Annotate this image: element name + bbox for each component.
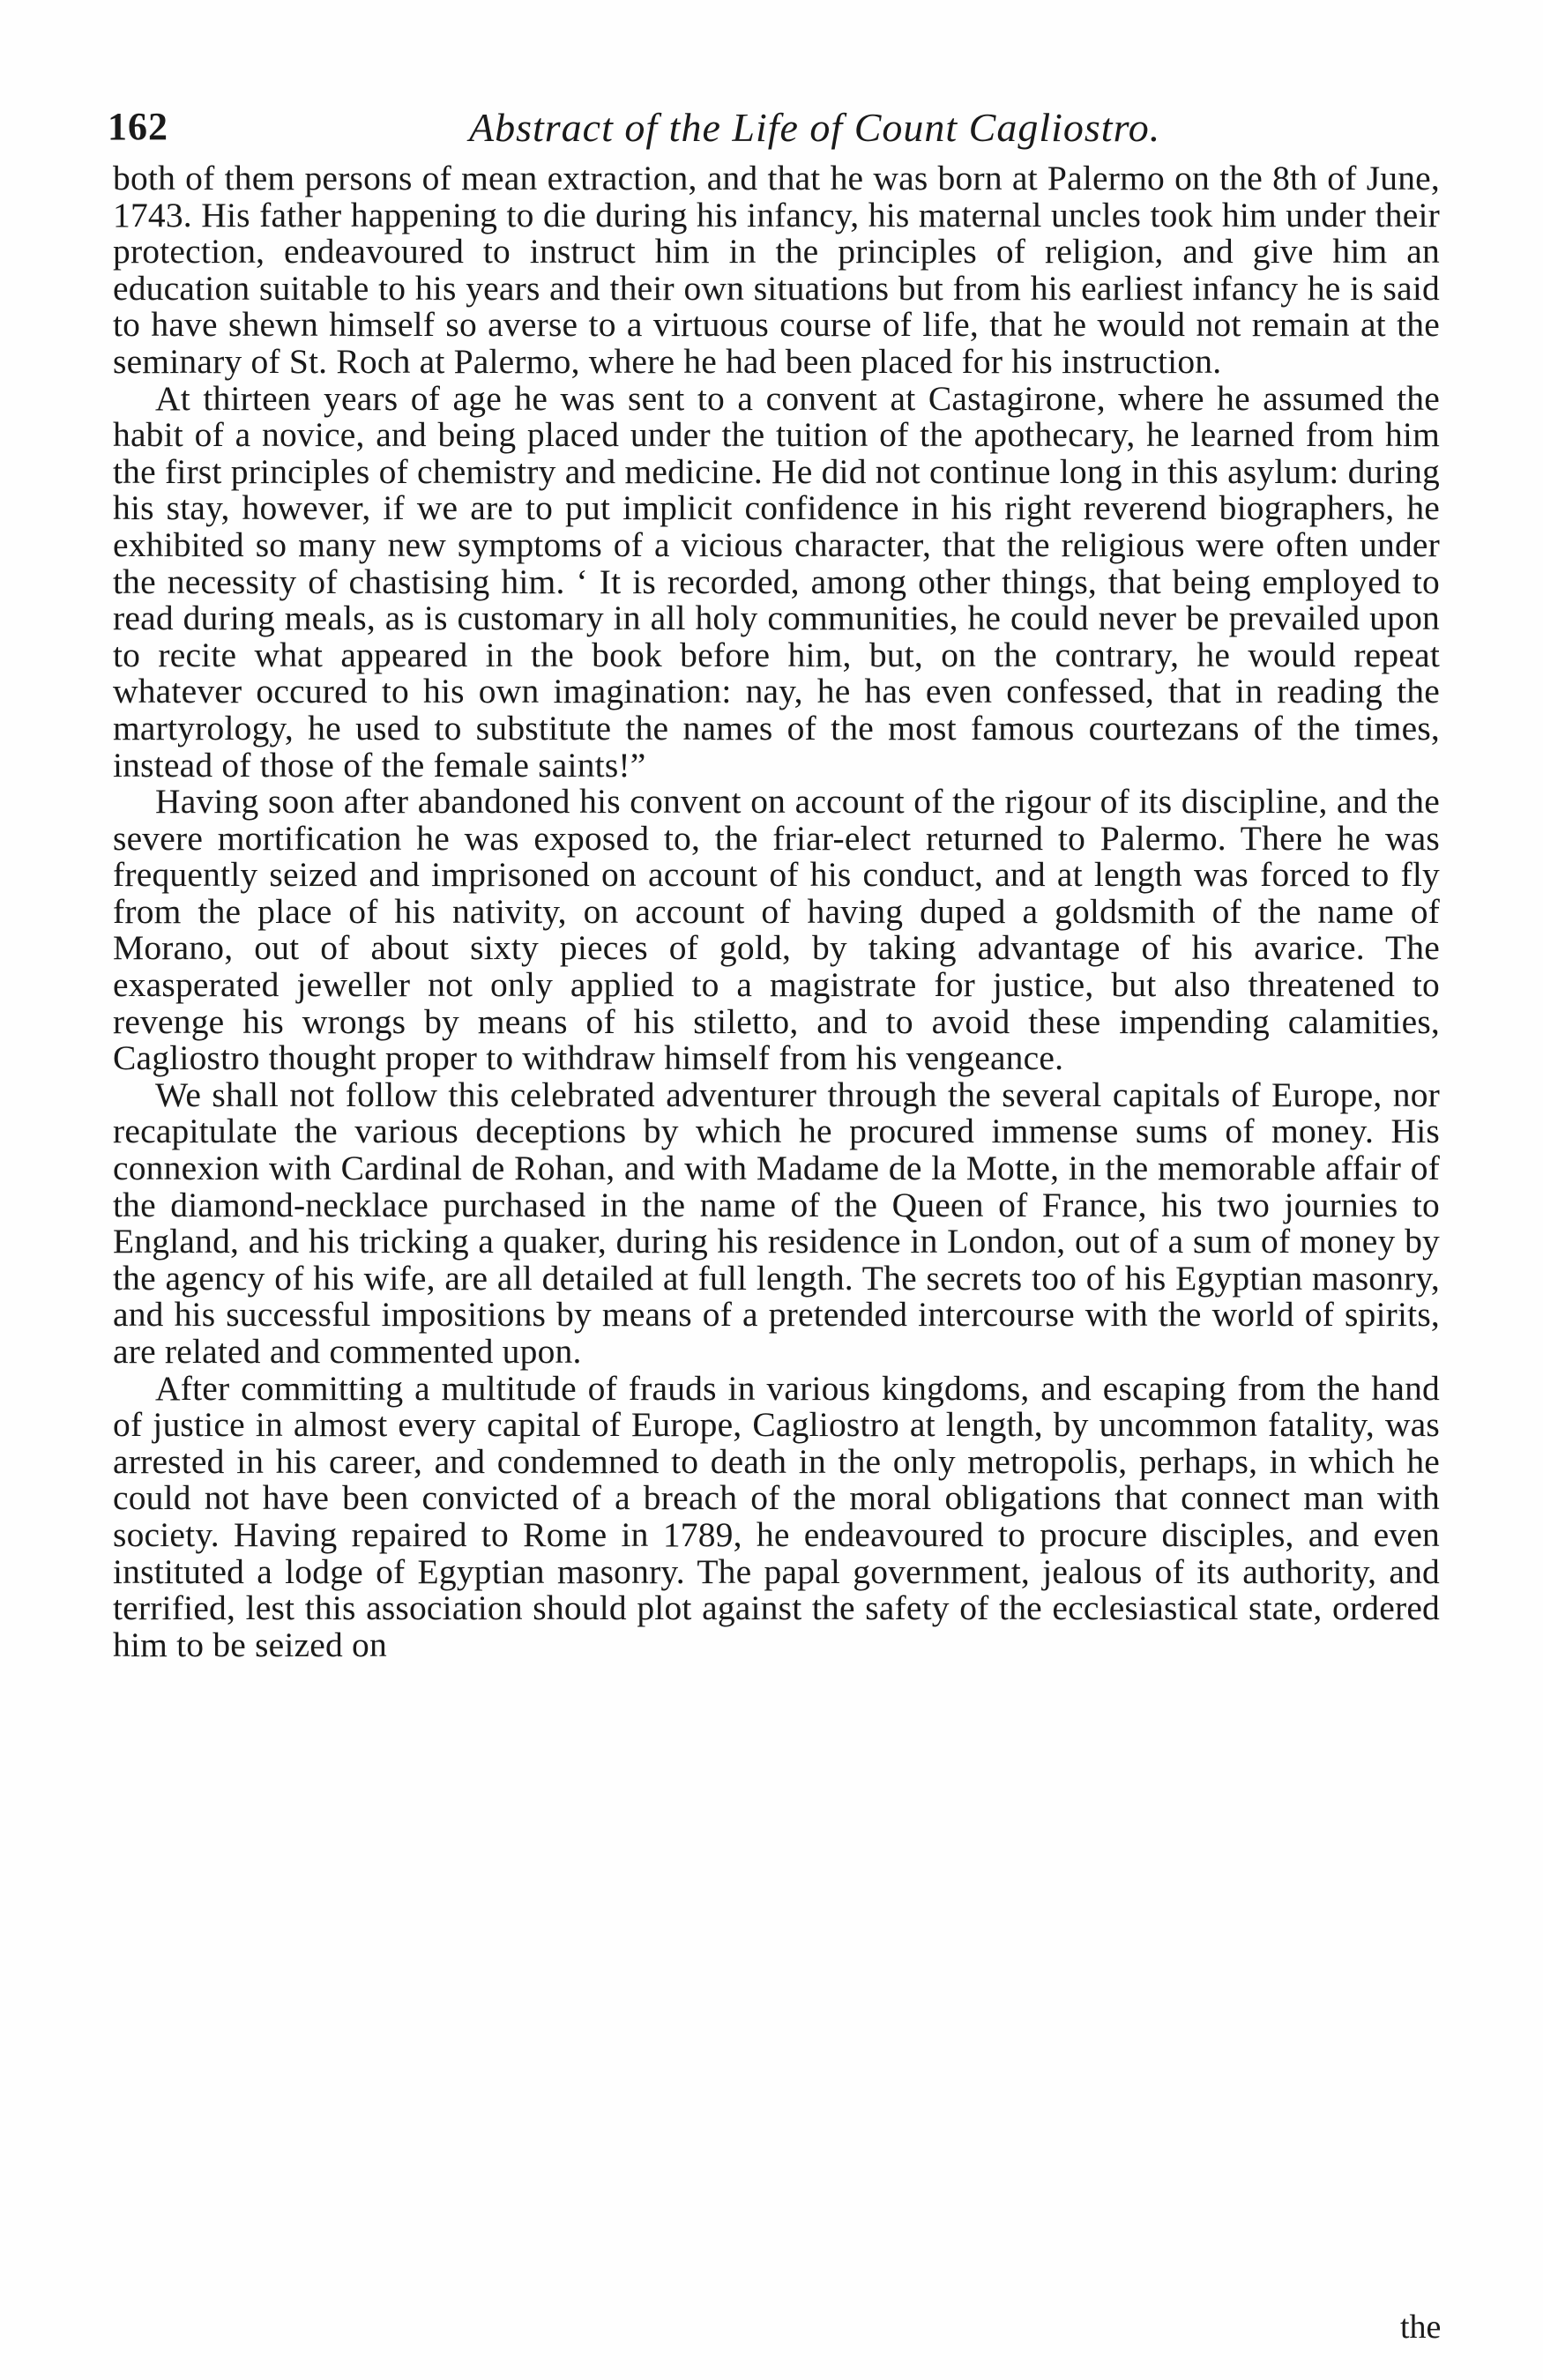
paragraph: both of them persons of mean extraction, and that he was born at Palermo on the 8th of June, 1743. His father happening to die during his infancy, his maternal uncles took him under their protection, endeavoured to instruct him in the principles of religion, and give him an education suitable to his years and their own situations but from his earliest infancy he is said to have shewn himself so averse to a virtuous course of life, that he would not remain at the seminary of St. Roch at Palermo, where he had been placed for his instruction. [113,159,1440,381]
paragraph: Having soon after abandoned his convent on account of the rigour of its discipline, and the severe mortification he was exposed to, the friar-elect returned to Palermo. There he was frequently seized and imprisoned on account of his conduct, and at length was forced to fly from the place of his nativity, on account of having duped a goldsmith of the name of Morano, out of about sixty pieces of gold, by taking advantage of his avarice. The exasperated jeweller not only applied to a magistrate for justice, but also threatened to revenge his wrongs by means of his stiletto, and to avoid these impending calamities, Cagliostro thought proper to withdraw himself from his vengeance. [113,782,1440,1078]
running-head [108,104,1465,157]
catchword: the [1400,2309,1442,2346]
paragraph: After committing a multitude of frauds in various kingdoms, and escaping from the hand of justice in almost every capital of Europe, Cagliostro at length, by uncommon fatality, was arrested in his career, and condemned to death in the only metropolis, perhaps, in which he could not have been convicted of a breach of the moral obligations that connect man with society. Having repaired to Rome in 1789, he endeavoured to procure disciples, and even instituted a lodge of Egyptian masonry. The papal government, jealous of its authority, and terrified, lest this association should plot against the safety of the ecclesiastical state, ordered him to be seized on [113,1368,1440,1664]
body-text [113,160,1440,1663]
paragraph: At thirteen years of age he was sent to a convent at Castagirone, where he assumed the habit of a novice, and being placed under the tuition of the apothecary, he learned from him the first principles of chemistry and medicine. He did not continue long in this asylum: during his stay, however, if we are to put implicit confidence in his right reverend biographers, he exhibited so many new symptoms of a vicious character, that the religious were often under the necessity of chastising him. ‘ It is recorded, among other things, that being employed to read during meals, as is customary in all holy communities, he could never be prevailed upon to recite what appeared in the book before him, but, on the contrary, he would repeat whatever occured to his own imagination: nay, he has even confessed, that in reading the martyrology, he used to substitute the names of the most famous courtezans of the times, instead of those of the female saints!” [113,378,1440,785]
paragraph: We shall not follow this celebrated adventurer through the several capitals of Europe, nor recapitulate the various deceptions by which he procured immense sums of money. His connexion with Cardinal de Rohan, and with Madame de la Motte, in the memorable affair of the diamond-necklace purchased in the name of the Queen of France, his two journies to England, and his tricking a quaker, during his residence in London, out of a sum of money by the agency of his wife, are all detailed at full length. The secrets too of his Egyptian masonry, and his successful impositions by means of a pretended intercourse with the world of spirits, are related and commented upon. [113,1075,1440,1371]
page-number: 162 [108,105,168,148]
running-title: Abstract of the Life of Count Cagliostro. [469,105,1161,150]
